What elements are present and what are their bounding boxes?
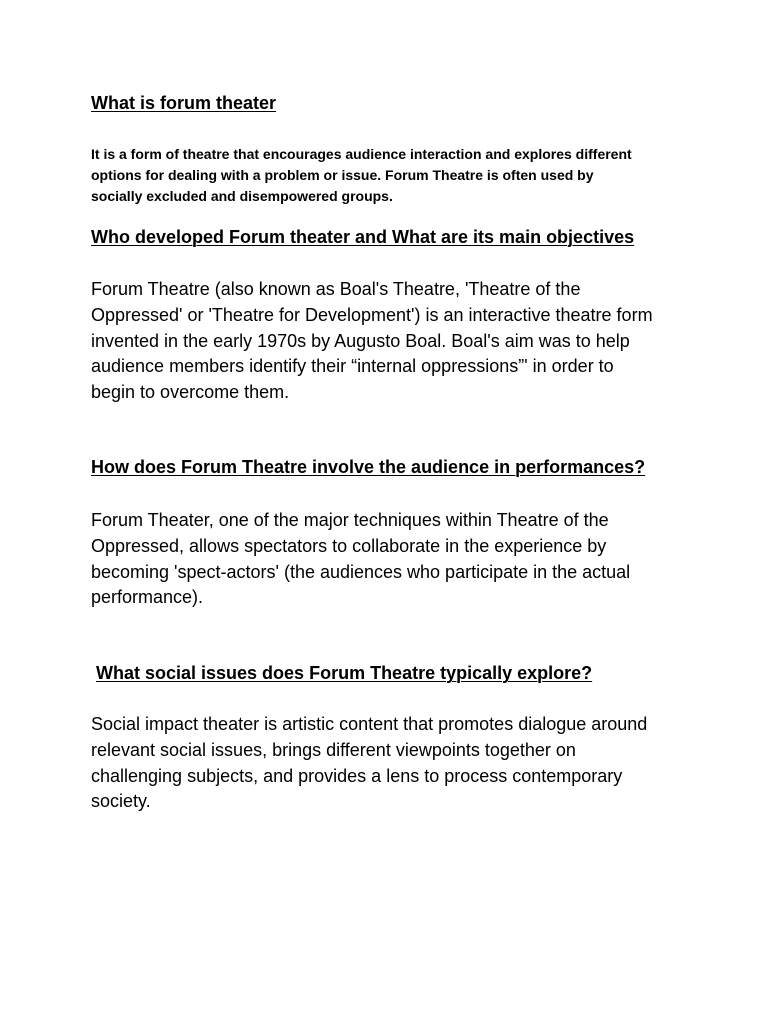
section-2-paragraph: [91, 277, 691, 406]
section-2-line-2: Oppressed' or 'Theatre for Development') is an interactive theatre form: [91, 304, 653, 325]
section-3-heading: How does Forum Theatre involve the audience in performances?: [91, 457, 646, 477]
section-3-paragraph: [91, 508, 691, 611]
section-2-line-4: audience members identify their “internal oppressions”' in order to: [91, 356, 614, 377]
section-3-line-4: performance).: [91, 587, 204, 608]
section-1-paragraph: [91, 144, 691, 207]
section-3-line-1: Forum Theater, one of the major techniques within Theatre of the: [91, 510, 609, 530]
section-4-paragraph: [91, 712, 691, 815]
section-1-line-1: It is a form of theatre that encourages audience interaction and explores different: [91, 146, 632, 162]
section-2-line-3: invented in the early 1970s by Augusto Boal. Boal's aim was to help: [91, 330, 630, 351]
section-4-line-4: society.: [91, 791, 151, 812]
section-3-line-2: Oppressed, allows spectators to collaborate in the experience by: [91, 535, 607, 556]
section-3-line-3: becoming 'spect-actors' (the audiences who participate in the actual: [91, 561, 631, 582]
section-2-line-5: begin to overcome them.: [91, 382, 290, 403]
section-1-heading: What is forum theater: [91, 93, 277, 113]
section-2-heading: Who developed Forum theater and What are its main objectives: [91, 227, 635, 247]
section-4-line-2: relevant social issues, brings different viewpoints together on: [91, 739, 576, 760]
section-4-line-1: Social impact theater is artistic content that promotes dialogue around: [91, 714, 648, 734]
section-1-line-3: socially excluded and disempowered groups.: [91, 188, 393, 204]
section-2-line-1: Forum Theatre (also known as Boal's Theatre, 'Theatre of the: [91, 279, 581, 299]
section-1-line-2: options for dealing with a problem or issue. Forum Theatre is often used by: [91, 167, 594, 183]
section-4-line-3: challenging subjects, and provides a lens to process contemporary: [91, 765, 623, 786]
section-4-heading: What social issues does Forum Theatre typically explore?: [96, 663, 593, 683]
